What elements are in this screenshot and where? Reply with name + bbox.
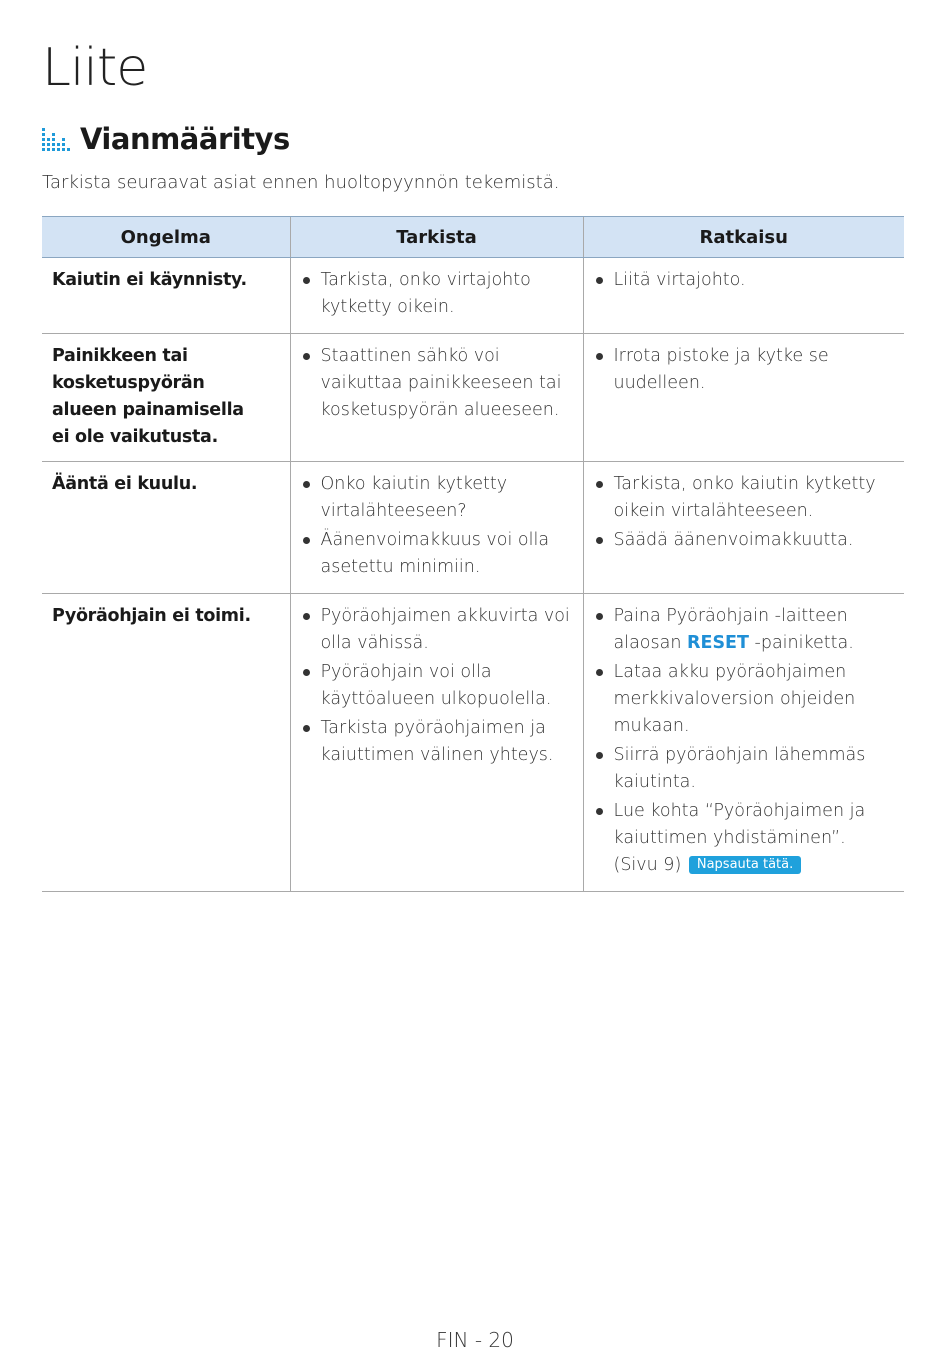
check-cell (290, 594, 583, 892)
table-header-row (42, 217, 904, 258)
header-problem: Ongelma (42, 217, 290, 258)
list-item: Pyöräohjaimen akkuvirta voi olla vähissä. (301, 603, 573, 657)
list-item: Säädä äänenvoimakkuutta. (594, 527, 895, 554)
list-item (594, 603, 895, 657)
list-item: Irrota pistoke ja kytke se uudelleen. (594, 343, 895, 397)
reset-text-after: -painiketta. (748, 633, 854, 653)
list-item: Siirrä pyöräohjain lähemmäs kaiutinta. (594, 742, 895, 796)
list-item: Tarkista pyöräohjaimen ja kaiuttimen välinen yhteys. (301, 715, 573, 769)
solution-cell (583, 594, 904, 892)
section-title: Vianmääritys (80, 122, 290, 156)
list-item: Tarkista, onko virtajohto kytketty oikein. (301, 267, 573, 321)
header-solution: Ratkaisu (583, 217, 904, 258)
table-row (42, 462, 904, 594)
reset-button-label: RESET (687, 633, 749, 653)
list-item: Äänenvoimakkuus voi olla asetettu minimiin. (301, 527, 573, 581)
problem-cell: Pyöräohjain ei toimi. (42, 594, 290, 892)
solution-cell (583, 334, 904, 462)
page-number: FIN - 20 (436, 1328, 514, 1352)
read-section-text: Lue kohta “Pyöräohjaimen ja kaiuttimen yhdistäminen”. (Sivu 9) (613, 801, 866, 875)
problem-cell: Painikkeen tai kosketuspyörän alueen painamisella ei ole vaikutusta. (42, 334, 290, 462)
list-item: Staattinen sähkö voi vaikuttaa painikkeeseen tai kosketuspyörän alueeseen. (301, 343, 573, 424)
solution-cell (583, 462, 904, 594)
solution-cell (583, 258, 904, 334)
problem-cell: Ääntä ei kuulu. (42, 462, 290, 594)
check-cell (290, 334, 583, 462)
check-cell (290, 462, 583, 594)
table-row (42, 334, 904, 462)
intro-text: Tarkista seuraavat asiat ennen huoltopyynnön tekemistä. (42, 172, 560, 193)
click-here-link[interactable]: Napsauta tätä. (689, 856, 801, 874)
problem-cell: Kaiutin ei käynnisty. (42, 258, 290, 334)
list-item (594, 798, 895, 879)
header-check: Tarkista (290, 217, 583, 258)
reset-text-before: Paina Pyöräohjain -laitteen alaosan (613, 606, 848, 653)
section-heading (42, 122, 290, 156)
table-row (42, 594, 904, 892)
list-item: Onko kaiutin kytketty virtalähteeseen? (301, 471, 573, 525)
equalizer-bars-icon (42, 126, 70, 152)
chapter-title: Liite (42, 38, 148, 98)
troubleshooting-table (42, 216, 904, 892)
table-row (42, 258, 904, 334)
list-item: Tarkista, onko kaiutin kytketty oikein virtalähteeseen. (594, 471, 895, 525)
list-item: Pyöräohjain voi olla käyttöalueen ulkopuolella. (301, 659, 573, 713)
check-cell (290, 258, 583, 334)
list-item: Liitä virtajohto. (594, 267, 895, 294)
list-item: Lataa akku pyöräohjaimen merkkivaloversion ohjeiden mukaan. (594, 659, 895, 740)
